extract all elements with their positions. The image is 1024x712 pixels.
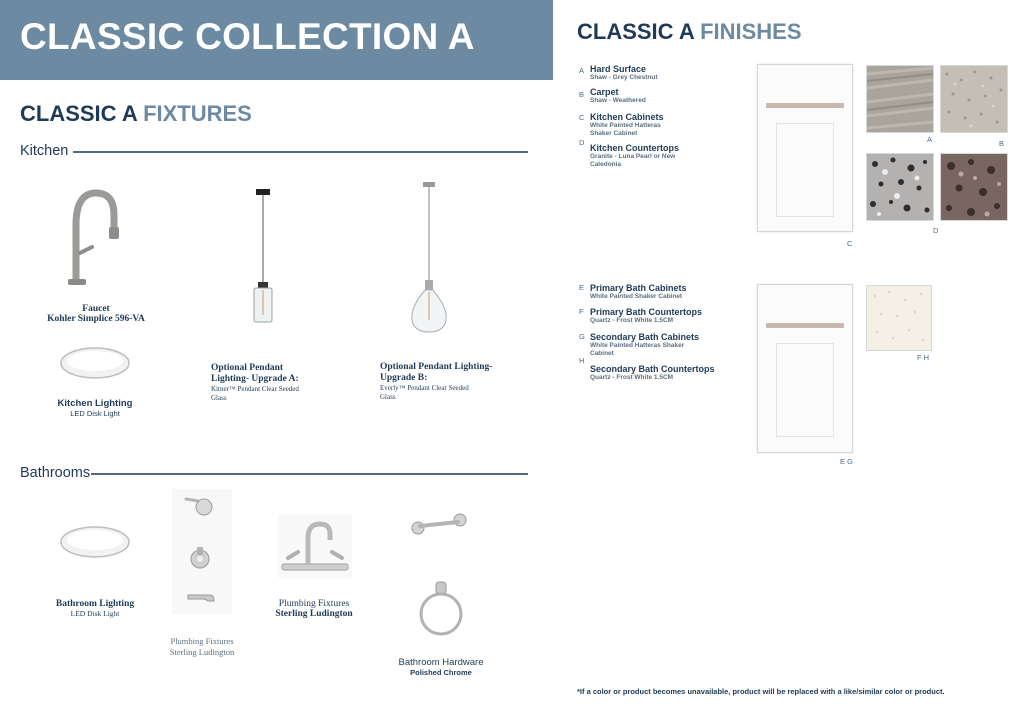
swatch-label-a: A xyxy=(927,135,933,144)
finish-a-title: Hard Surface xyxy=(590,64,647,74)
swatch-label-b: B xyxy=(999,139,1005,148)
finish-letter-a: A xyxy=(579,66,585,75)
kitchen-lighting-caption xyxy=(40,398,150,418)
finish-a-sub: Shaw - Grey Chestnut xyxy=(590,74,658,81)
bathrooms-heading: Bathrooms xyxy=(20,465,91,481)
swatch-label-d: D xyxy=(933,226,939,235)
finishes-title-accent: FINISHES xyxy=(700,19,802,44)
swatch-label-fh: F H xyxy=(917,353,930,362)
kitchen-lighting-subtitle: LED Disk Light xyxy=(70,409,120,418)
finish-g-sub-1: White Painted Hatteras Shaker xyxy=(590,342,685,349)
pendant-b-image xyxy=(404,180,454,335)
finish-c-sub-2: Shaker Cabinet xyxy=(590,130,638,137)
bathroom-faucet-image xyxy=(278,514,352,578)
finish-b-sub: Shaw - Weathered xyxy=(590,97,646,104)
swatch-label-eg: E G xyxy=(840,457,853,466)
quartz-frost-white-swatch xyxy=(866,285,932,351)
shower-set-image xyxy=(172,489,232,614)
finishes-title-main: CLASSIC A xyxy=(577,19,694,44)
kitchen-divider xyxy=(73,151,528,153)
finish-h-sub: Quartz - Frost White 1.5CM xyxy=(590,374,674,381)
finish-letter-e: E xyxy=(579,283,585,292)
kitchen-cabinet-pull xyxy=(766,103,844,108)
fixtures-title-accent: FIXTURES xyxy=(143,101,252,126)
pendant-a-title-1: Optional Pendant xyxy=(211,363,284,373)
finish-f-sub: Quartz - Frost White 1.5CM xyxy=(590,317,674,324)
pendant-b-title-1: Optional Pendant Lighting- xyxy=(380,362,493,372)
fixtures-title xyxy=(20,101,252,127)
finish-e-sub: White Painted Shaker Cabinet xyxy=(590,293,683,300)
kitchen-faucet-title: Faucet xyxy=(82,304,110,314)
finish-letter-g: G xyxy=(579,332,585,341)
finish-letter-h: H xyxy=(579,356,585,365)
finish-item-h xyxy=(590,364,750,382)
kitchen-faucet-image xyxy=(58,185,128,290)
finishes-title xyxy=(577,19,802,45)
bathroom-hardware-title: Bathroom Hardware xyxy=(398,657,484,668)
finish-item-g xyxy=(590,332,750,358)
towel-ring-image xyxy=(414,580,468,640)
kitchen-cabinet-door-swatch xyxy=(757,64,853,232)
pendant-a-image xyxy=(248,187,278,329)
bathroom-disk-light-image xyxy=(58,523,132,561)
bathroom-lighting-title: Bathroom Lighting xyxy=(55,599,135,609)
kitchen-lighting-title: Kitchen Lighting xyxy=(57,398,133,409)
pendant-a-title-2: Lighting- Upgrade A: xyxy=(211,374,299,384)
pendant-b-title-2: Upgrade B: xyxy=(380,373,428,383)
carpet-swatch xyxy=(940,65,1008,133)
finish-c-sub-1: White Painted Hatteras xyxy=(590,122,661,129)
finish-item-b xyxy=(590,87,750,105)
granite-new-caledonia-swatch xyxy=(940,153,1008,221)
kitchen-heading: Kitchen xyxy=(20,143,69,159)
bathroom-faucet-subtitle: Sterling Ludington xyxy=(275,609,353,619)
kitchen-faucet-subtitle: Kohler Simplice 596-VA xyxy=(47,314,145,324)
finish-letter-d: D xyxy=(579,138,585,147)
finish-item-c xyxy=(590,112,750,138)
bathroom-hardware-subtitle: Polished Chrome xyxy=(410,668,472,677)
disclaimer-footnote: *If a color or product becomes unavailable, product will be replaced with a like/similar color or product. xyxy=(577,687,945,696)
finish-letter-b: B xyxy=(579,90,585,99)
finish-letter-c: C xyxy=(579,113,585,122)
finish-d-sub-2: Caledonia xyxy=(590,161,622,168)
toilet-paper-holder-image xyxy=(408,506,472,546)
hard-surface-swatch xyxy=(866,65,934,133)
granite-luna-pearl-swatch xyxy=(866,153,934,221)
finish-item-a xyxy=(590,64,750,82)
finish-h-title: Secondary Bath Countertops xyxy=(590,364,715,374)
finish-e-title: Primary Bath Cabinets xyxy=(590,283,687,293)
bathrooms-divider xyxy=(91,473,528,475)
finish-item-e xyxy=(590,283,750,301)
pendant-a-sub-1: Kitner™ Pendant Clear Seeded xyxy=(211,385,299,393)
pendant-a-caption xyxy=(211,363,321,403)
finish-g-sub-2: Cabinet xyxy=(590,350,614,357)
bathroom-faucet-title: Plumbing Fixtures xyxy=(278,599,350,609)
kitchen-faucet-caption xyxy=(40,304,152,324)
finish-f-title: Primary Bath Countertops xyxy=(590,307,703,317)
finish-b-title: Carpet xyxy=(590,87,619,97)
finish-g-title: Secondary Bath Cabinets xyxy=(590,332,700,342)
shower-caption xyxy=(158,636,246,658)
bath-cabinet-panel xyxy=(776,343,834,437)
swatch-label-c: C xyxy=(847,239,853,248)
kitchen-disk-light-image xyxy=(58,345,132,381)
pendant-b-caption xyxy=(380,362,500,402)
bathroom-hardware-caption xyxy=(386,657,496,677)
pendant-b-sub-1: Everly™ Pendant Clear Seeded xyxy=(380,384,469,392)
finish-letter-f: F xyxy=(579,307,584,316)
pendant-a-sub-2: Glass xyxy=(211,394,227,402)
bathroom-lighting-subtitle: LED Disk Light xyxy=(70,609,120,618)
shower-caption-1: Plumbing Fixtures xyxy=(170,636,234,646)
collection-title: CLASSIC COLLECTION A xyxy=(20,16,475,57)
finish-d-sub-1: Granite - Luna Pearl or New xyxy=(590,153,676,160)
finish-item-f xyxy=(590,307,750,325)
bathroom-lighting-caption xyxy=(40,599,150,618)
kitchen-cabinet-panel xyxy=(776,123,834,217)
shower-caption-2: Sterling Ludington xyxy=(169,647,235,657)
finish-d-title: Kitchen Countertops xyxy=(590,143,679,153)
finish-c-title: Kitchen Cabinets xyxy=(590,112,664,122)
bath-cabinet-pull xyxy=(766,323,844,328)
fixtures-title-main: CLASSIC A xyxy=(20,101,137,126)
bath-cabinet-door-swatch xyxy=(757,284,853,453)
finish-item-d xyxy=(590,143,750,169)
pendant-b-sub-2: Glass xyxy=(380,393,396,401)
bathroom-faucet-caption xyxy=(262,599,366,619)
